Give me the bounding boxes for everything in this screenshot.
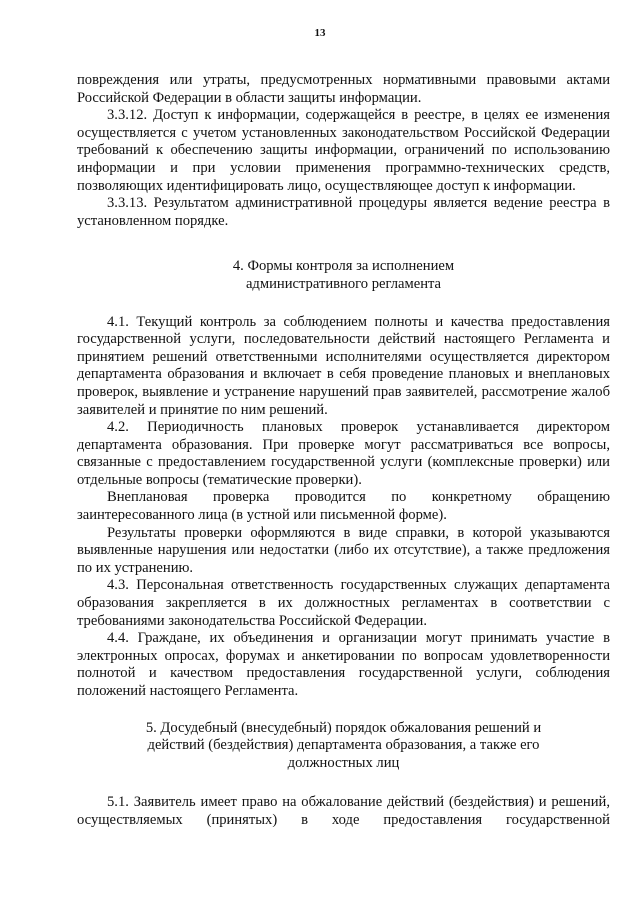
- section-5-heading-line3: должностных лиц: [287, 754, 400, 771]
- paragraph-4-2: 4.2. Периодичность плановых проверок устанавливается директором департамента образования. При проверке могут рассматриваться все вопросы, связанные с предоставлением государственной услуги (комплексные проверки) или отдельные вопросы (тематические проверки).: [77, 419, 610, 488]
- section-4-heading: [77, 258, 610, 293]
- page-body: [77, 72, 610, 830]
- paragraph-3-3-12: 3.3.12. Доступ к информации, содержащейся в реестре, в целях ее изменения осуществляется с учетом установленных законодательством Российской Федерации требований к обеспечению защиты информации, ограничений по использованию информации и при условии применения программно-технических средств, позволяющих идентифицировать лицо, осуществляющее доступ к информации.: [77, 107, 610, 194]
- paragraph-3-3-13: 3.3.13. Результатом административной процедуры является ведение реестра в установленном порядке.: [77, 195, 610, 229]
- paragraph-4-3: 4.3. Персональная ответственность государственных служащих департамента образования закрепляется в их должностных регламентах в соответствии с требованиями законодательства Российской Федерации.: [77, 577, 610, 629]
- page-number: 13: [314, 27, 326, 39]
- paragraph-4-1: 4.1. Текущий контроль за соблюдением полноты и качества предоставления государственной услуги, последовательности действий настоящего Регламента и принятием решений ответственными исполнителями осуществляется директором департамента образования и включает в себя проведение плановых и внеплановых проверок, выявление и устранение нарушений прав заявителей, рассмотрение жалоб заявителей и принятие по ним решений.: [77, 313, 610, 418]
- paragraph-continuation: повреждения или утраты, предусмотренных нормативными правовыми актами Российской Федерации в области защиты информации.: [77, 72, 610, 106]
- paragraph-check-results: Результаты проверки оформляются в виде справки, в которой указываются выявленные нарушения или недостатки (либо их отсутствие), а также предложения по их устранению.: [77, 524, 610, 576]
- section-5-heading-line2: действий (бездействия) департамента образования, а также его: [147, 737, 540, 754]
- section-4-heading-line2: административного регламента: [245, 275, 442, 292]
- paragraph-unscheduled-check: Внеплановая проверка проводится по конкретному обращению заинтересованного лица (в устной или письменной форме).: [77, 489, 610, 524]
- section-5-heading-line1: 5. Досудебный (внесудебный) порядок обжалования решений и: [145, 719, 542, 736]
- paragraph-4-4: 4.4. Граждане, их объединения и организации могут принимать участие в электронных опросах, форумах и анкетировании по вопросам удовлетворенности полнотой и качеством предоставления государственной услуги, соблюдения положений настоящего Регламента.: [77, 630, 610, 699]
- section-5-heading: [77, 720, 610, 773]
- section-4-heading-line1: 4. Формы контроля за исполнением: [232, 258, 455, 275]
- paragraph-5-1: 5.1. Заявитель имеет право на обжалование действий (бездействия) и решений, осуществляемых (принятых) в ходе предоставления государственной: [77, 794, 610, 828]
